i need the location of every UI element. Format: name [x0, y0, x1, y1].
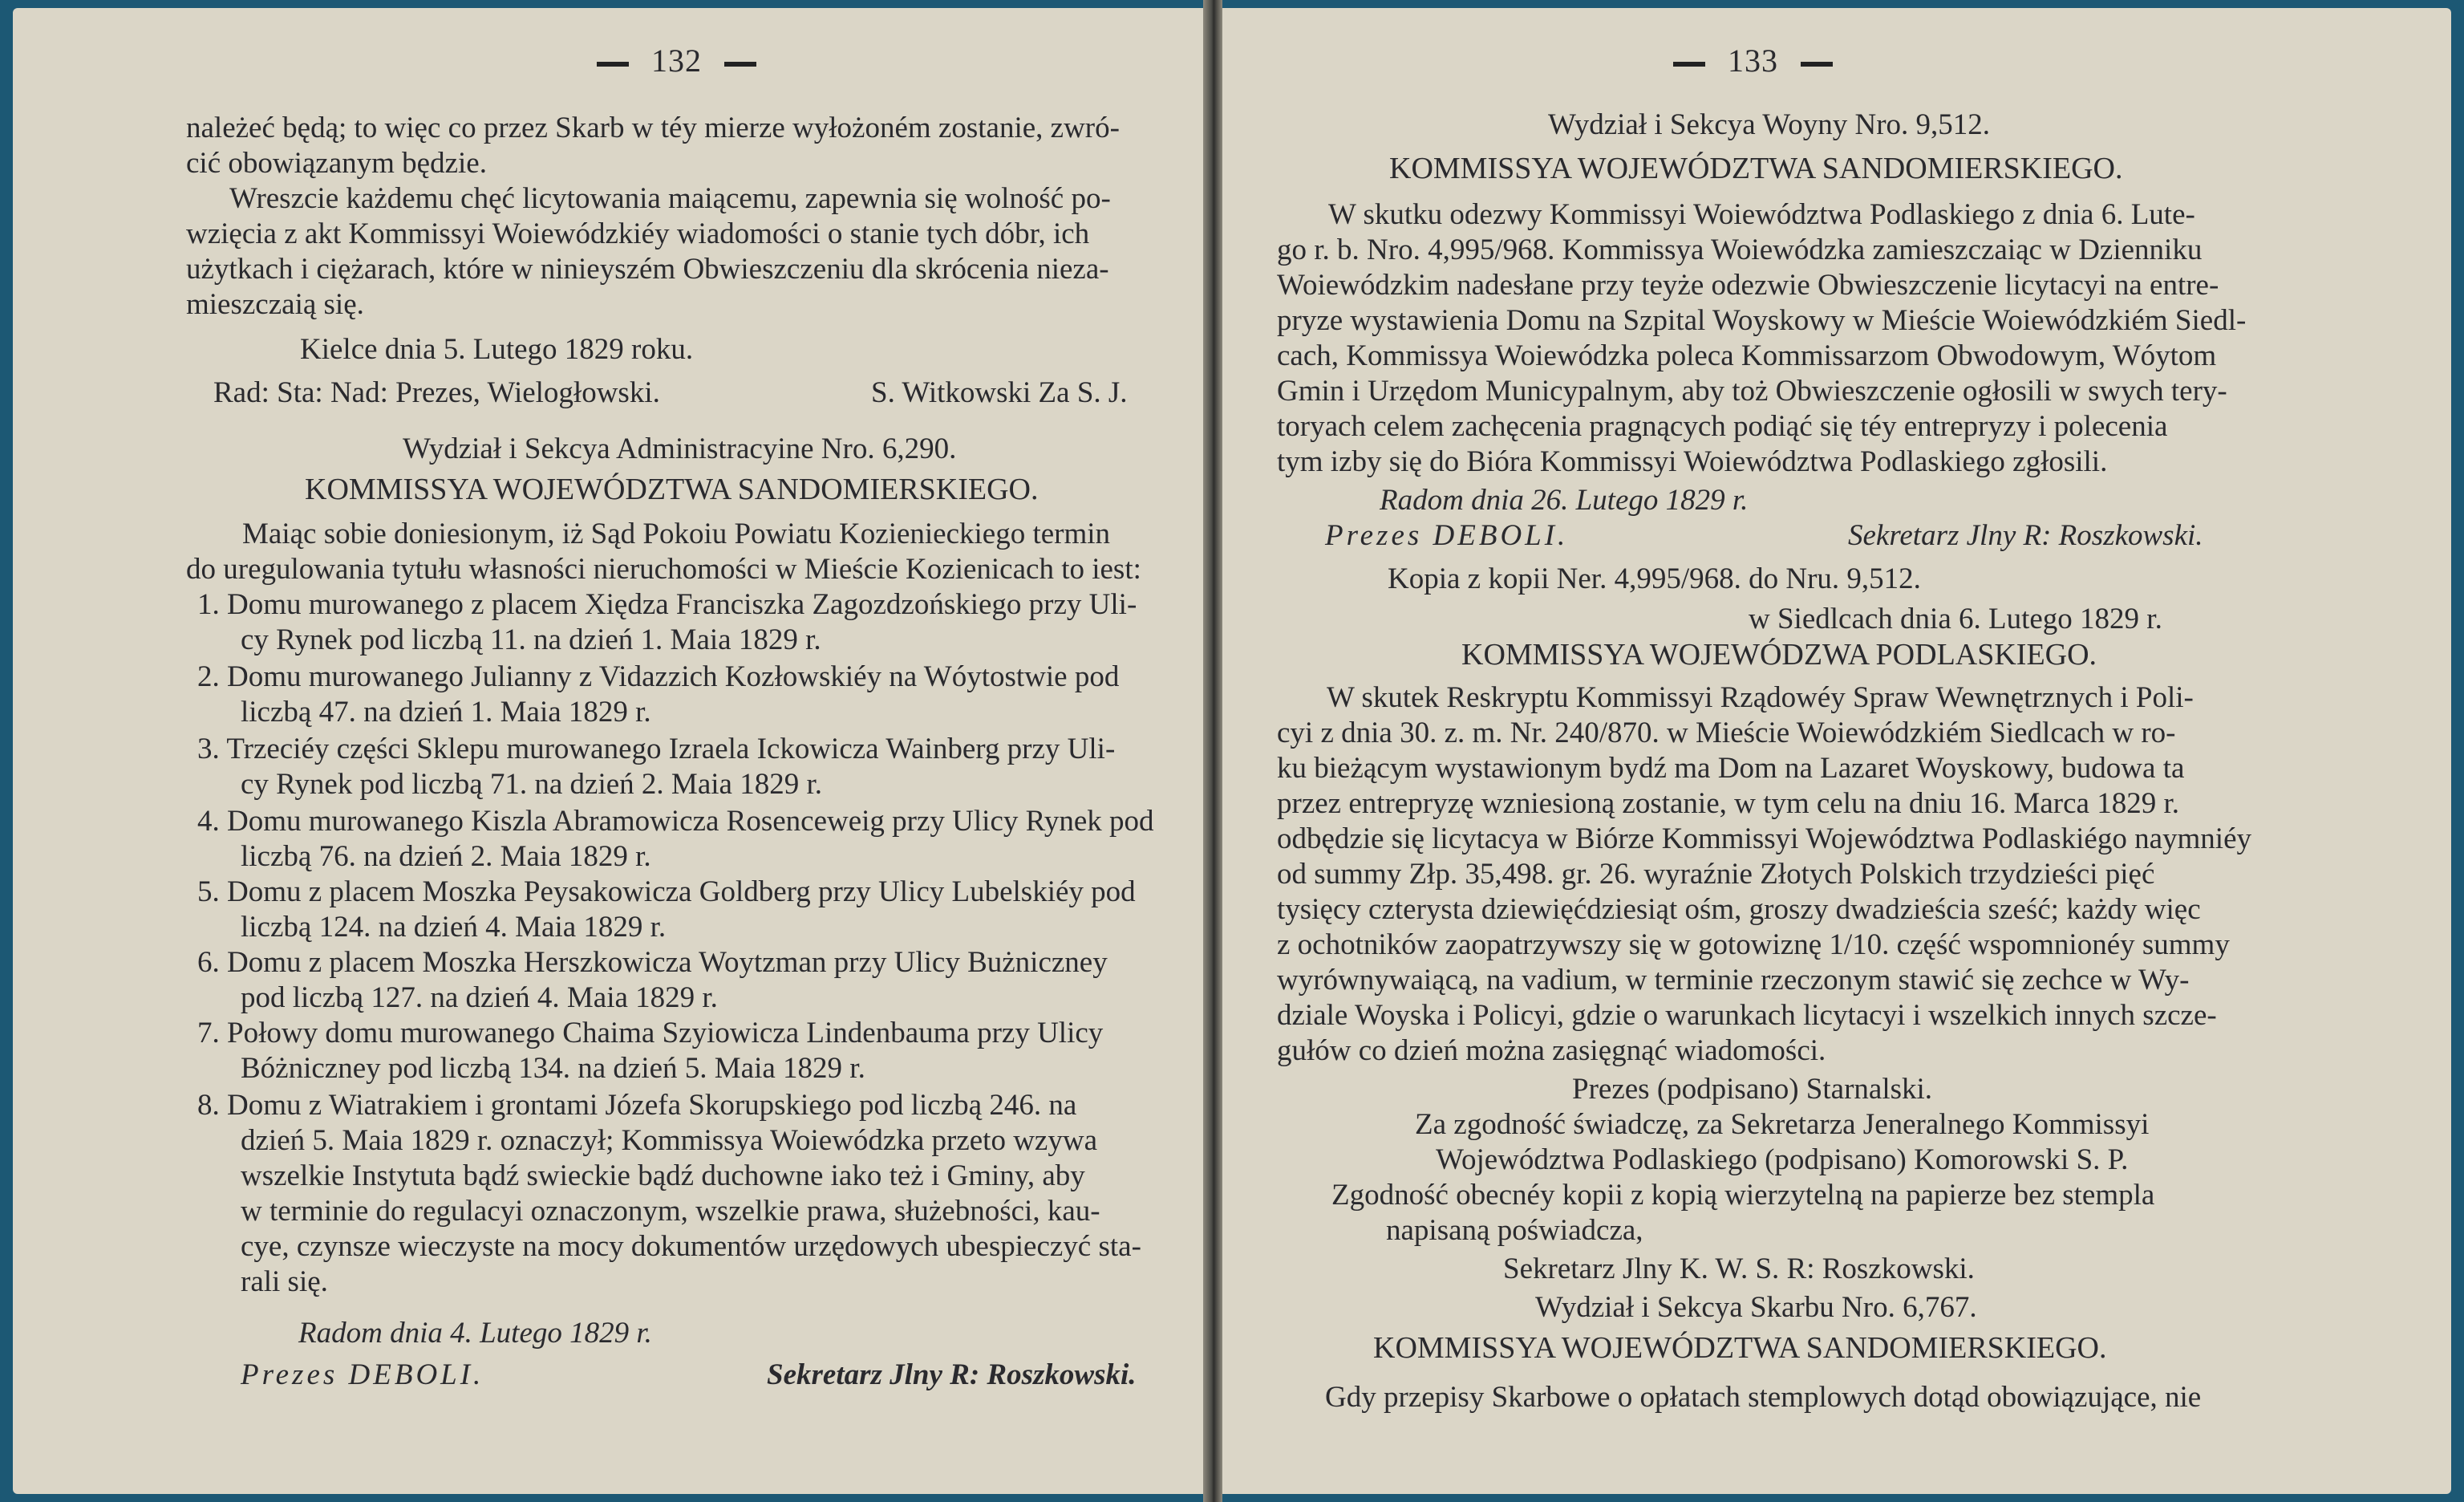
text-line: należeć będą; to więc co przez Skarb w téy mierze wyłożoném zostanie, zwró- — [186, 112, 1120, 144]
section-heading: Wydział i Sekcya Skarbu Nro. 6,767. — [1535, 1291, 1977, 1324]
text-line: tysięcy czterysta dziewięćdziesiąt ośm, groszy dwadzieścia sześć; każdy więc — [1277, 893, 2201, 926]
list-item: liczbą 47. na dzień 1. Maia 1829 r. — [241, 696, 651, 729]
text-line: z ochotników zaopatrzywszy się w gotowiznę 1/10. część wspomnionéy summy — [1277, 928, 2230, 961]
text-line: wyrównywaiącą, na vadium, w terminie rzeczonym stawić się zechce w Wy- — [1277, 964, 2190, 997]
text-line: W skutek Reskryptu Kommissyi Rządowéy Spraw Wewnętrznych i Poli- — [1327, 681, 2194, 714]
list-item: liczbą 76. na dzień 2. Maia 1829 r. — [241, 840, 651, 873]
date-line: Radom dnia 4. Lutego 1829 r. — [298, 1317, 652, 1350]
list-item: Bóżniczney pod liczbą 134. na dzień 5. Maia 1829 r. — [241, 1052, 865, 1085]
text-line: cyi z dnia 30. z. m. Nr. 240/870. w Mieście Woiewódzkiém Siedlcach w ro- — [1277, 716, 2176, 749]
text-line: Gmin i Urzędom Municypalnym, aby toż Obwieszczenie ogłosili w swych tery- — [1277, 375, 2227, 408]
left-page-text — [13, 8, 1216, 1494]
text-line: W skutku odezwy Kommissyi Woiewództwa Podlaskiego z dnia 6. Lute- — [1328, 198, 2195, 231]
text-line: Gdy przepisy Skarbowe o opłatach stemplowych dotąd obowiązujące, nie — [1325, 1381, 2202, 1414]
text-line: toryach celem zachęcenia pragnących podiąć się téy entrepryzy i polecenia — [1277, 410, 2168, 443]
text-line: Za zgodność świadczę, za Sekretarza Jeneralnego Kommissyi — [1415, 1108, 2150, 1141]
text-line: cach, Kommissya Woiewódzka poleca Kommissarzom Obwodowym, Wóytom — [1277, 339, 2217, 372]
signature-secretary: Sekretarz Jlny R: Roszkowski. — [1848, 519, 2203, 552]
list-item: 5. Domu z placem Moszka Peysakowicza Goldberg przy Ulicy Lubelskiéy pod — [197, 875, 1136, 908]
list-item: 3. Trzeciéy części Sklepu murowanego Izraela Ickowicza Wainberg przy Uli- — [197, 733, 1116, 765]
text-line: w terminie do regulacyi oznaczonym, wszelkie prawa, służebności, kau- — [241, 1195, 1100, 1228]
text-line: do uregulowania tytułu własności nieruchomości w Mieście Kozienicach to iest: — [186, 553, 1141, 586]
date-line: w Siedlcach dnia 6. Lutego 1829 r. — [1749, 603, 2162, 635]
section-title: KOMMISSYA WOJEWÓDZTWA SANDOMIERSKIEGO. — [1373, 1331, 2107, 1365]
text-line: Województwa Podlaskiego (podpisano) Komorowski S. P. — [1436, 1143, 2129, 1176]
text-line: od summy Złp. 35,498. gr. 26. wyraźnie Złotych Polskich trzydzieści pięć — [1277, 858, 2155, 891]
section-heading: Wydział i Sekcya Administracyine Nro. 6,290. — [403, 432, 957, 465]
text-line: wzięcia z akt Kommissyi Woiewódzkiéy wiadomości o stanie tych dóbr, ich — [186, 217, 1090, 250]
right-page — [1222, 8, 2451, 1494]
text-line: ku bieżącym wystawionym bydź ma Dom na Lazaret Woyskowy, budowa ta — [1277, 752, 2185, 785]
text-line: tym izby się do Bióra Kommissyi Woiewództwa Podlaskiego zgłosili. — [1277, 445, 2108, 478]
signature-line: Rad: Sta: Nad: Prezes, Wielogłowski. — [213, 376, 660, 409]
section-heading: Wydział i Sekcya Woyny Nro. 9,512. — [1548, 108, 1991, 141]
signature-secretary: Sekretarz Jlny R: Roszkowski. — [767, 1358, 1137, 1391]
right-page-text — [1222, 8, 2451, 1494]
text-line: cye, czynsze wieczyste na mocy dokumentów urzędowych ubespieczyć sta- — [241, 1230, 1141, 1263]
list-item: cy Rynek pod liczbą 71. na dzień 2. Maia 1829 r. — [241, 768, 822, 801]
list-item: 8. Domu z Wiatrakiem i grontami Józefa Skorupskiego pod liczbą 246. na — [197, 1089, 1077, 1122]
left-page — [13, 8, 1216, 1494]
date-line: Radom dnia 26. Lutego 1829 r. — [1380, 484, 1749, 517]
signature-line: Sekretarz Jlny K. W. S. R: Roszkowski. — [1503, 1252, 1975, 1285]
signature-line: Prezes (podpisano) Starnalski. — [1572, 1073, 1933, 1106]
text-line: Zgodność obecnéy kopii z kopią wierzytelną na papierze bez stempla — [1331, 1179, 2155, 1212]
text-line: użytkach i ciężarach, które w ninieyszém Obwieszczeniu dla skrócenia nieza- — [186, 253, 1109, 286]
text-line: rali się. — [241, 1265, 328, 1298]
list-item: 1. Domu murowanego z placem Xiędza Franciszka Zagozdzońskiego przy Uli- — [197, 588, 1137, 621]
text-line: przez entrepryzę wzniesioną zostanie, w tym celu na dniu 16. Marca 1829 r. — [1277, 787, 2179, 820]
page-number-text: 132 — [651, 43, 702, 79]
text-line: napisaną poświadcza, — [1386, 1214, 1643, 1247]
list-item: cy Rynek pod liczbą 11. na dzień 1. Maia 1829 r. — [241, 623, 821, 656]
text-line: pryze wystawienia Domu na Szpital Woyskowy w Mieście Woiewódzkiém Siedl- — [1277, 304, 2247, 337]
section-title: KOMMISSYA WOJEWÓDZTWA SANDOMIERSKIEGO. — [305, 473, 1039, 506]
text-line: wszelkie Instytuta bądź swieckie bądź duchowne iako też i Gminy, aby — [241, 1159, 1085, 1192]
list-item: liczbą 124. na dzień 4. Maia 1829 r. — [241, 911, 667, 944]
text-line: Maiąc sobie doniesionym, iż Sąd Pokoiu Powiatu Kozienieckiego termin — [242, 518, 1111, 550]
text-line: Wreszcie każdemu chęć licytowania maiącemu, zapewnia się wolność po- — [229, 182, 1111, 215]
signature-president: Prezes DEBOLI. — [241, 1358, 484, 1391]
text-line: odbędzie się licytacya w Biórze Kommissyi Województwa Podlaskiégo naymniéy — [1277, 822, 2252, 855]
text-line: cić obowiązanym będzie. — [186, 147, 487, 180]
list-item: 7. Połowy domu murowanego Chaima Szyiowicza Lindenbauma przy Ulicy — [197, 1017, 1104, 1049]
text-line: Woiewódzkim nadesłane przy teyże odezwie Obwieszczenie licytacyi na entre- — [1277, 269, 2219, 302]
book-gutter — [1203, 0, 1222, 1502]
date-line: Kielce dnia 5. Lutego 1829 roku. — [300, 333, 694, 366]
section-title: KOMMISSYA WOJEWÓDZWA PODLASKIEGO. — [1461, 638, 2097, 672]
list-item: 2. Domu murowanego Julianny z Vidazzich Kozłowskiéy na Wóytostwie pod — [197, 660, 1120, 693]
page-number-text: 133 — [1728, 43, 1778, 79]
text-line: dzień 5. Maia 1829 r. oznaczył; Kommissya Woiewódzka przeto wzywa — [241, 1124, 1097, 1157]
list-item: 6. Domu z placem Moszka Herszkowicza Woytzman przy Ulicy Bużniczney — [197, 946, 1108, 979]
signature-president: Prezes DEBOLI. — [1325, 519, 1569, 552]
section-title: KOMMISSYA WOJEWÓDZTWA SANDOMIERSKIEGO. — [1389, 152, 2123, 185]
copy-heading: Kopia z kopii Ner. 4,995/968. do Nru. 9,512. — [1388, 562, 1921, 595]
signature-line: S. Witkowski Za S. J. — [871, 376, 1128, 409]
text-line: dziale Woyska i Policyi, gdzie o warunkach licytacyi i wszelkich innych szcze- — [1277, 999, 2217, 1032]
list-item: pod liczbą 127. na dzień 4. Maia 1829 r. — [241, 981, 718, 1014]
text-line: gułów co dzień można zasięgnąć wiadomości. — [1277, 1034, 1826, 1067]
list-item: 4. Domu murowanego Kiszla Abramowicza Rosenceweig przy Ulicy Rynek pod — [197, 805, 1154, 838]
text-line: mieszczaią się. — [186, 288, 364, 321]
text-line: go r. b. Nro. 4,995/968. Kommissya Woiewódzka zamieszczaiąc w Dzienniku — [1277, 233, 2203, 266]
